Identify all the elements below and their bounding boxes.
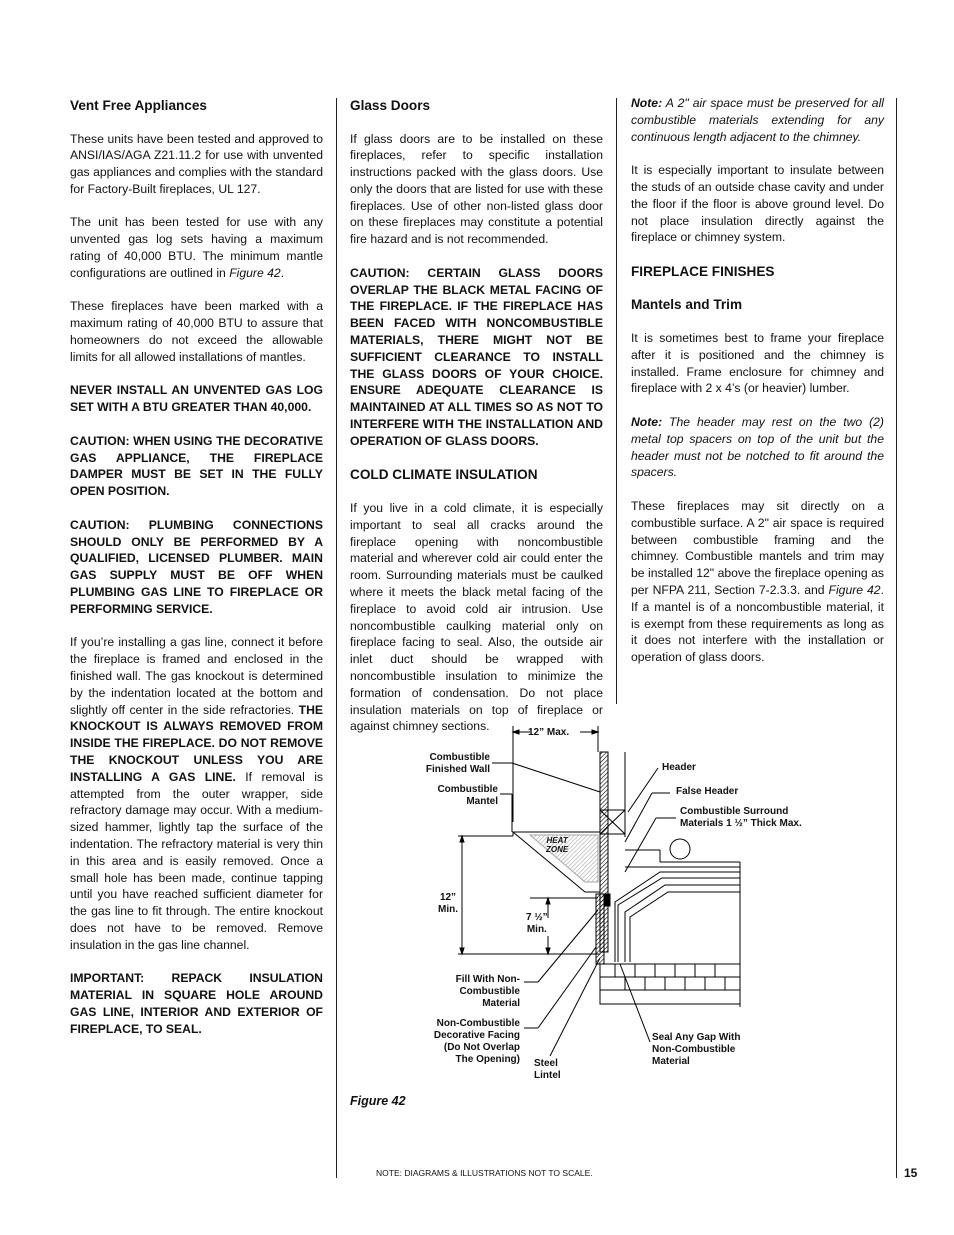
label-combustible-mantel: Combustible Mantel bbox=[437, 784, 498, 807]
label-combustible-surround: Combustible Surround Materials 1 ½” Thick Max. bbox=[680, 806, 802, 829]
heading-vent-free: Vent Free Appliances bbox=[70, 98, 207, 113]
paragraph: It is especially important to insulate between the studs of an outside chase cavity and under the floor if the floor is above ground level. Do not place insulation directly against the fireplace or chimney system. bbox=[631, 163, 884, 245]
paragraph: These fireplaces have been marked with a maximum rating of 40,000 BTU to assure that homeowners do not exceed the allowable limits for all allowed installations of mantles. bbox=[70, 299, 323, 364]
column-2 bbox=[350, 97, 603, 752]
important-text: IMPORTANT: REPACK INSULATION MATERIAL IN SQUARE HOLE AROUND GAS LINE, INTERIOR AND EXTERIOR OF FIREPLACE, TO SEAL. bbox=[70, 971, 323, 1036]
paragraph: If you live in a cold climate, it is especially important to seal all cracks around the fireplace opening with noncombustible material and wherever cold air could enter the room. Surrounding materials must be caulked where it meets the black metal facing of the fireplace to avoid cold air intrusion. Use noncombustible caulking material only on fireplace facing to seal. Also, the outside air inlet duct should be wrapped with noncombustible insulation to minimize the formation of condensation. Do not place insulation materials on top of fireplace or against chimney sections. bbox=[350, 500, 603, 734]
heading-cold-climate: COLD CLIMATE INSULATION bbox=[350, 467, 538, 483]
dim-12-max: 12” Max. bbox=[528, 727, 570, 738]
label-combustible-wall: Combustible Finished Wall bbox=[425, 752, 490, 775]
column-divider bbox=[336, 98, 337, 1178]
label-fill-noncombustible: Fill With Non- Combustible Material bbox=[455, 974, 520, 1009]
page-number: 15 bbox=[904, 1166, 918, 1180]
dim-12-min: 12” Min. bbox=[438, 892, 458, 915]
figure-42-diagram bbox=[420, 722, 820, 1092]
label-heat-zone: HEAT ZONE bbox=[546, 836, 569, 854]
column-divider bbox=[896, 98, 897, 1178]
paragraph: These units have been tested and approved to ANSI/IAS/AGA Z21.11.2 for use with unvented gas appliances and complies with the standard for Factory-Built fireplaces, UL 127. bbox=[70, 131, 323, 196]
label-seal-gap: Seal Any Gap With Non-Combustible Material bbox=[652, 1032, 741, 1067]
warning-text: NEVER INSTALL AN UNVENTED GAS LOG SET WITH A BTU GREATER THAN 40,000. bbox=[70, 383, 323, 415]
footer-note: NOTE: DIAGRAMS & ILLUSTRATIONS NOT TO SCALE. bbox=[376, 1168, 593, 1178]
label-header: Header bbox=[662, 762, 696, 773]
note: Note: The header may rest on the two (2) metal top spacers on top of the unit but the header must not be notched to fit around the spacers. bbox=[631, 414, 884, 480]
dim-7-half-min: 7 ½” Min. bbox=[526, 912, 548, 935]
paragraph: It is sometimes best to frame your fireplace after it is positioned and the chimney is installed. Frame enclosure for chimney and fireplace with 2 x 4’s (or heavier) lumber. bbox=[631, 330, 884, 396]
figure-caption: Figure 42 bbox=[350, 1094, 406, 1108]
paragraph: These fireplaces may sit directly on a combustible surface. A 2" air space is required between combustible framing and the chimney. Combustible mantels and trim may be installed 12" above the fireplace opening as per NFPA 211, Section 7-2.3.3. and Figure 42. If a mantel is of a noncombustible material, it is exempt from these requirements as long as it does not interfere with the installation or operation of glass doors. bbox=[631, 498, 884, 665]
label-noncombustible-facing: Non-Combustible Decorative Facing (Do Not Overlap The Opening) bbox=[433, 1018, 520, 1065]
note: Note: A 2" air space must be preserved for all combustible materials extending for any continuous length adjacent to the chimney. bbox=[631, 96, 884, 144]
caution-text: CAUTION: PLUMBING CONNECTIONS SHOULD ONLY BE PERFORMED BY A QUALIFIED, LICENSED PLUMBER. MAIN GAS SUPPLY MUST BE OFF WHEN PLUMBING GAS LINE TO FIREPLACE OR PERFORMING SERVICE. bbox=[70, 517, 323, 616]
caution-text: CAUTION: WHEN USING THE DECORATIVE GAS APPLIANCE, THE FIREPLACE DAMPER MUST BE SET IN THE FULLY OPEN POSITION. bbox=[70, 433, 323, 499]
heading-mantels-trim: Mantels and Trim bbox=[631, 297, 743, 313]
caution-text: CAUTION: CERTAIN GLASS DOORS OVERLAP THE BLACK METAL FACING OF THE FIREPLACE. IF THE FIREPLACE HAS BEEN FACED WITH NONCOMBUSTIBLE MATERIALS, THERE MIGHT NOT BE SUFFICIENT CLEARANCE TO INSTALL THE GLASS DOORS OF YOUR CHOICE. ENSURE ADEQUATE CLEARANCE IS MAINTAINED AT ALL TIMES SO AS NOT TO INTERFERE WITH THE INSTALLATION AND OPERATION OF GLASS DOORS. bbox=[350, 265, 603, 448]
paragraph: If glass doors are to be installed on these fireplaces, refer to specific installation instructions packed with the glass doors. Use only the doors that are listed for use with these fireplaces. Use of other non-listed glass door on these fireplaces may constitute a potential fire hazard and is not recommended. bbox=[350, 131, 603, 247]
paragraph: The unit has been tested for use with any unvented gas log sets having a maximum rating of 40,000 BTU. The minimum mantle configurations are outlined in Figure 42. bbox=[70, 215, 323, 280]
column-3 bbox=[631, 95, 884, 683]
column-1 bbox=[70, 97, 323, 1054]
label-false-header: False Header bbox=[676, 786, 739, 797]
column-divider bbox=[616, 98, 617, 704]
paragraph: If you’re installing a gas line, connect it before the fireplace is framed and enclosed in the finished wall. The gas knockout is determined by the indentation located at the bottom and slightly off center in the side refractories. THE KNOCKOUT IS ALWAYS REMOVED FROM INSIDE THE FIREPLACE. DO NOT REMOVE THE KNOCKOUT UNLESS YOU ARE INSTALLING A GAS LINE. If removal is attempted from the outer wrapper, side refractory damage may occur. With a medium-sized hammer, lightly tap the surface of the indentation. The refractory material is very thin in this area and is easily removed. Once a small hole has been made, continue tapping until you have reached sufficient diameter for the gas line to fit through. The entire knockout does not have to be removed. Remove insulation in the gas line channel. bbox=[70, 635, 323, 952]
label-steel-lintel: Steel Lintel bbox=[534, 1058, 561, 1081]
heading-fireplace-finishes: FIREPLACE FINISHES bbox=[631, 263, 775, 279]
heading-glass-doors: Glass Doors bbox=[350, 98, 431, 113]
